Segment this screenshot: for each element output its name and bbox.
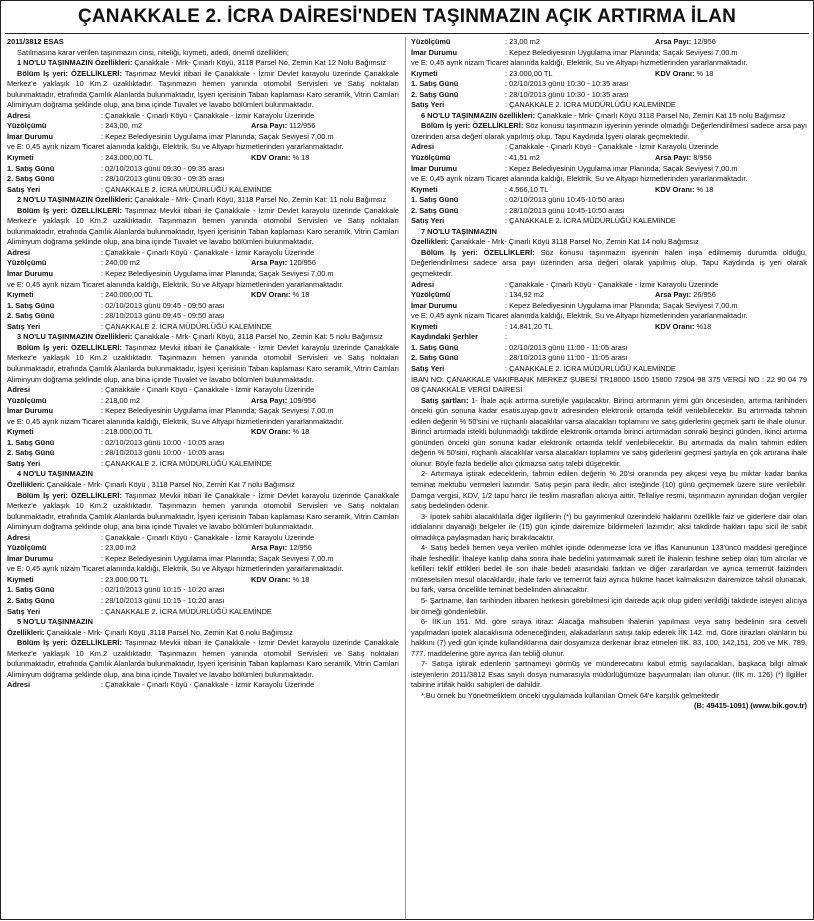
item-bolum: Bölüm İş yeri: ÖZELLİKLERİ: Taşınmaz Mevkii itibari ile Çanakkale - İzmir Devlet karayolu üzerinde Çanakkale Merkez'e yaklaşık 10 Km.2 uzaklıktadır. Taşınmazın hemen yanında otomobil Servisleri ve Satış noktaları bulunmaktadır, etrafında Çamlık Alanlarda bulunmaktadır, İşyeri içerisinin Taban kaplaması Karo seramik, Vitrin Camları Aliminyum doğrama şeklinde olup, ana bina içinde Tuvalet ve lavabo bölümleri bulunmaktadır.	[7, 68, 399, 110]
item-satisyeri: Satış Yeri : ÇANAKKALE 2. İCRA MÜDÜRLÜĞÜ KALEMİNDE	[7, 321, 272, 331]
item-imar: İmar Durumu : Kepez Belediyesinin Uygulama imar Planında; Saçak Seviyesi 7,00.m	[7, 131, 334, 141]
item-kiymeti: Kıymeti : 23.000,00 TL KDV Oranı: % 18	[411, 68, 714, 78]
item-imar-cont: ve E: 0,45 ayrık nizam Ticaret alanında kaldığı, Elektrik, Su ve Altyapı hizmetlerinden yararlanmaktadır.	[411, 311, 748, 321]
item-imar-cont: ve E: 0,45 ayrık nizam Ticaret alanında kaldığı, Elektrik, Su ve Altyapı hizmetlerinden yararlanmaktadır.	[7, 416, 344, 426]
item-heading: 2 NO'LU TAŞINMAZIN Özellikleri: Çanakkale - Mrk- Çınarlı Köyü, 3118 Parsel No, Zemin Kat: 11 nolu Bağımsız	[17, 195, 387, 205]
item-ozellik: Özellikleri: Çanakkale - Mrk- Çınarlı Köyü ,3118 Parsel No, Zemin Kat 6 nolu Bağımsız	[7, 627, 293, 637]
item-satis1: 1. Satış Günü : 02/10/2013 günü 10:00 - 10:05 arası	[7, 437, 225, 447]
item-adres: Adresi : Çanakkale - Çınarlı Köyü - Çanakkale - İzmir Karayolu Üzerinde	[7, 532, 315, 542]
item-adres: Adresi : Çanakkale - Çınarlı Köyü - Çanakkale - İzmir Karayolu Üzerinde	[7, 110, 315, 120]
item-satis1: 1. Satış Günü : 02/10/2013 günü 11:00 - 11:05 arası	[411, 342, 628, 352]
esas-number: 2011/3812 ESAS	[7, 37, 64, 46]
intro-text: Satılmasına karar verilen taşınmazın cinsi, niteliği, kıymeti, adedi, önemli özellikleri;	[17, 47, 289, 57]
item-imar-cont: ve E: 0,45 ayrık nizam Ticaret alanında kaldığı, Elektrik, Su ve Altyapı hizmetlerinden yararlanmaktadır.	[411, 174, 748, 184]
page-title: ÇANAKKALE 2. İCRA DAİRESİ'NDEN TAŞINMAZIN AÇIK ARTIRMA İLAN	[77, 6, 737, 27]
satis-sartlari-6: 6- İİK.un 151. Md. göre sıraya itiraz: Alacağa mahsuben ihalenin yapılması veya satış bedelinin sıra cetveli yapılmadan ipotek alacaklısına ödeneceğinden, alakadarların satışı takip ederek İİK 142. md, Göre itirazları olanların bu hakkını (7) yedi gün içinde kullandıklarına dair dosyamıza derkenar ibraz etmeleri İİK. 83, 100, 142,151, 206 ve MK. 789, 777. maddelerine göre ayrıca ilan tebliğ olunur.	[411, 617, 807, 658]
item-bolum: Bölüm İş yeri: ÖZELLİKLERİ: Taşınmaz Mevkii itibari ile Çanakkale - İzmir Devlet karayolu üzerinde Çanakkale Merkez'e yaklaşık 10 Km.2 uzaklıktadır. Taşınmazın hemen yanında otomobil Servisleri ve Satış noktaları bulunmaktadır, etrafında Çamlık Alanlarda bulunmaktadır, İşyeri içerisinin Taban kaplaması Karo seramik, Vitrin Camları Aliminyum doğrama şeklinde olup, ana bina içinde Tuvalet ve lavabo bölümleri bulunmaktadır.	[7, 205, 399, 247]
item-adres: Adresi : Çanakkale - Çınarlı Köyü - Çanakkale - İzmir Karayolu Üzerinde	[7, 680, 315, 690]
satis-sartlari-7: 7- Satışa iştirak edenlerin şartnameyi görmüş ve münderecatını kabul etmiş sayılacakları, başkaca bilgi almak isteyenlerin 2011/3812 Esas sayılı dosya numarasıyla müdürlüğümüze başvurmaları ilan olunur. (İİK m. 126) (*) İlgililer tabirine irtifak hakkı sahipleri de dahildir.	[411, 659, 807, 690]
item-satis1: 1. Satış Günü : 02/10/2013 günü 09:30 - 09:35 arası	[7, 163, 225, 173]
item-satis2: 2. Satış Günü : 28/10/2013 günü 09:45 - 09:50 arası	[7, 311, 225, 321]
item-satisyeri: Satış Yeri : ÇANAKKALE 2. İCRA MÜDÜRLÜĞÜ KALEMİNDE	[411, 363, 676, 373]
item-heading: 4 NO'LU TAŞINMAZIN	[17, 469, 93, 479]
item-heading: 5 NO'LU TAŞINMAZIN	[17, 617, 93, 627]
item-satisyeri: Satış Yeri : ÇANAKKALE 2. İCRA MÜDÜRLÜĞÜ KALEMİNDE	[411, 100, 676, 110]
item-yuzolcumu: Yüzölçümü : 23,00 m2 Arsa Payı: 12/956	[411, 37, 716, 46]
item-imar: İmar Durumu : Kepez Belediyesinin Uygulama imar Planında; Saçak Seviyesi 7,00.m	[411, 163, 738, 173]
item-imar: İmar Durumu : Kepez Belediyesinin Uygulama imar Planında; Saçak Seviyesi 7,00.m	[411, 47, 738, 57]
item-imar: İmar Durumu : Kepez Belediyesinin Uygulama imar Planında; Saçak Seviyesi 7,00.m	[411, 300, 738, 310]
item-imar-cont: ve E: 0,45 ayrık nizam Ticaret alanında kaldığı, Elektrik, Su ve Altyapı hizmetlerinden yararlanmaktadır.	[7, 564, 344, 574]
item-heading: 1 NO'LU TAŞINMAZIN Özellikleri: Çanakkale - Mrk- Çınarlı Köyü, 3118 Parsel No, Zemin Kat 12 Nolu Bağımsız	[17, 58, 387, 68]
satis-sartlari-3: 3- İpotek sahibi alacaklılarla diğer ilgililerin (*) bu gayrimenkul üzerindeki haklarını özellikle faiz ve giderlere dair olan iddialarını dayanağı belgeler ile (15) gün içinde dairemize bildirmeleri lazımdır; aksi takdirde hakları tapu sicil ile sabit olmadıkça paylaşmadan hariç bırakılacaktır.	[411, 511, 807, 542]
item-imar-cont: ve E: 0,45 ayrık nizam Ticaret alanında kaldığı, Elektrik, Su ve Altyapı hizmetlerinden yararlanmaktadır.	[7, 279, 344, 289]
right-column	[411, 37, 807, 921]
footnote: *:Bu örnek bu Yönetmeliktem önceki uygulamada kullanılan Örnek 64'e karşılık gelmektedir	[421, 690, 720, 700]
item-yuzolcumu: Yüzölçümü : 41,51 m2 Arsa Payı: 8/956	[411, 153, 712, 163]
item-yuzolcumu: Yüzölçümü : 240,00 m2 Arsa Payı: 120/956	[7, 258, 316, 268]
item-satisyeri: Satış Yeri : ÇANAKKALE 2. İCRA MÜDÜRLÜĞÜ KALEMİNDE	[7, 606, 272, 616]
item-bolum: Bölüm İş yeri: ÖZELLİKLERİ: Söz konusu taşınmazın işyerinin yerinde olmadığı Değerlendirilmesi sadece arsa payı üzerinden arsa değeri olarak yapılmış olup. Tapu Kaydında İşyeri olarak geçmektedir.	[411, 121, 807, 141]
item-heading: 6 NO'LU TAŞINMAZIN özellikleri: Çanakkale - Mrk- Çınarlı Köyü 3118 Parsel No, Zemin Kat 15 nolu Bağımsız	[421, 110, 786, 120]
item-yuzolcumu: Yüzölçümü : 243,00, m2 Arsa Payı: 112/956	[7, 121, 316, 131]
item-imar: İmar Durumu : Kepez Belediyesinin Uygulama imar Planında; Saçak Seviyesi 7,00.m	[7, 406, 334, 416]
item-imar-cont: ve E: 0,45 ayrık nizam Ticaret alanında kaldığı, Elektrik, Su ve Altyapı hizmetlerinden yararlanmaktadır.	[411, 58, 748, 68]
item-adres: Adresi : Çanakkale - Çınarlı Köyü - Çanakkale - İzmir Karayolu Üzerinde	[411, 142, 719, 152]
item-kiymeti: Kıymeti : 243.000,00 TL KDV Oranı: % 18	[7, 153, 310, 163]
title-rule	[5, 33, 809, 34]
item-ozellik: Özellikleri: Çanakkale - Mrk- Çınarlı Köyü , 3118 Parsel No, Zemin Kat 7 nolu Bağımsız	[7, 479, 295, 489]
item-adres: Adresi : Çanakkale - Çınarlı Köyü - Çanakkale - İzmir Karayolu Üzerinde	[7, 385, 315, 395]
item-satisyeri: Satış Yeri : ÇANAKKALE 2. İCRA MÜDÜRLÜĞÜ KALEMİNDE	[7, 184, 272, 194]
item-bolum: Bölüm İş yeri: ÖZELLİKLERİ: Söz konusu taşınmazın işyerinin halen inşa edilmemiş durumda olduğu, Değerlendirilmesi sadece arsa payı üzerinden arsa değeri olarak yapılmış olup, Tapu Kaydında iş yeri olarak geçmektedir.	[411, 247, 807, 279]
left-column	[7, 37, 399, 921]
item-satis2: 2. Satış Günü : 28/10/2013 günü 11:00 - 11:05 arası	[411, 353, 628, 363]
item-imar: İmar Durumu : Kepez Belediyesinin Uygulama imar Planında; Saçak Seviyesi 7,00.m	[7, 269, 334, 279]
column-divider	[405, 37, 406, 919]
item-yuzolcumu: Yüzölçümü : 23,00 m2 Arsa Payı: 12/956	[7, 543, 312, 553]
item-satis1: 1. Satış Günü : 02/10/2013 günü 09:45 - 09:50 arası	[7, 300, 225, 310]
item-yuzolcumu: Yüzölçümü : 134,92 m2 Arsa Payı: 26/956	[411, 290, 716, 300]
item-imar: İmar Durumu : Kepez Belediyesinin Uygulama imar Planında; Saçak Seviyesi 7,00.m	[7, 553, 334, 563]
item-kiymeti: Kıymeti : 4.566,10 TL KDV Oranı: % 18	[411, 184, 714, 194]
item-satisyeri: Satış Yeri : ÇANAKKALE 2. İCRA MÜDÜRLÜĞÜ KALEMİNDE	[7, 458, 272, 468]
satis-sartlari-2: 2- Artırmaya iştirak edeceklerin, tahmin edilen değerin % 20'si oranında pey akçesi veya bu miktar kadar banka teminat mektubu vermeleri lazımdır. Satış peşin para iledir, alıcı isteğinde (10) günü geçmemek üzere süre verilebilir. Damga vergisi, KDV, 1/2 tapu harcı ile teslim masrafları alıcıya aittir. Tellaliye resmi, taşınmazın aynından doğan vergiler satış bedelinden ödenir.	[411, 469, 807, 511]
item-satisyeri: Satış Yeri : ÇANAKKALE 2. İCRA MÜDÜRLÜĞÜ KALEMİNDE	[411, 216, 676, 226]
item-bolum: Bölüm İş yeri: ÖZELLİKLERİ: Taşınmaz Mevkii itibari ile Çanakkale - İzmir Devlet karayolu üzerinde Çanakkale Merkez'e yaklaşık 10 Km.2 uzaklıktadır. Taşınmazın hemen yanında otomobil Servisleri ve Satış noktaları bulunmaktadır, etrafında Çamlık Alanlarda bulunmaktadır, İşyeri içerisinin Taban kaplaması Karo seramik, Vitrin Camları Aliminyum doğrama şeklinde olup, ana bina içinde Tuvalet ve lavabo bölümleri bulunmaktadır.	[7, 342, 399, 384]
item-heading: 7 NO'LU TAŞINMAZIN	[421, 226, 497, 236]
item-kiymeti: Kıymeti : 240.000,00 TL KDV Oranı: % 18	[7, 290, 310, 300]
item-yuzolcumu: Yüzölçümü : 218,00 m2 Arsa Payı: 109/956	[7, 395, 316, 405]
satis-sartlari-5: 5- Şartname, ilan tarihinden itibaren herkesin görebilmesi için dairede açık olup gideri verildiği takdirde isteyen alıcıya bir örneği gönderilebilir.	[411, 595, 807, 616]
item-bolum: Bölüm İş yeri: ÖZELLİKLERİ: Taşınmaz Mevkii itibari ile Çanakkale - İzmir Devlet karayolu üzerinde Çanakkale Merkez'e yaklaşık 10 Km.2 uzaklıktadır. Taşınmazın hemen yanında otomobil Servisleri ve Satış noktaları bulunmaktadır, etrafında Çamlık Alanlarda bulunmaktadır, İşyeri içerisinin Taban kaplaması Karo seramik, Vitrin Camları Aliminyum doğrama şeklinde olup, ana bina içinde Tuvalet ve lavabo bölümleri bulunmaktadır.	[7, 638, 399, 679]
item-satis2: 2. Satış Günü : 28/10/2013 günü 10:30 - 10:35 arası	[411, 89, 629, 99]
item-satis2: 2. Satış Günü : 28/10/2013 günü 09:30 - 09:35 arası	[7, 174, 225, 184]
ilan-number: (B: 49415-1091) (www.bik.gov.tr)	[694, 701, 807, 711]
item-bolum: Bölüm İş yeri: ÖZELLİKLERİ: Taşınmaz Mevkii itibari ile Çanakkale - İzmir Devlet karayolu üzerinde Çanakkale Merkez'e yaklaşık 10 Km.2 uzaklıktadır. Taşınmazın hemen yanında otomobil Servisleri ve Satış noktaları bulunmaktadır, etrafında Çamlık Alanlarda bulunmaktadır, İşyeri içerisinin Taban kaplaması Karo seramik, Vitrin Camları Aliminyum doğrama şeklinde olup, ana bina içinde Tuvalet ve lavabo bölümleri bulunmaktadır.	[7, 490, 399, 532]
item-satis1: 1. Satış Günü : 02/10/2013 günü 10:45-10:50 arası	[411, 195, 625, 205]
satis-sartlari-4: 4- Satış bedeli hemen veya verilen mühlet içinde ödenmezse İcra ve İflas Kanununun 133'üncü maddesi gereğince ihale feshedilir. İhaleye katılıp daha sonra ihale bedelini yatırmamak sureti ile ihalenin feshine sebep olan tüm alıcılar ve kefilleri teklif ettikleri bedel ile son ihale bedeli arasındaki farktan ve diğer zararlardan ve ayrıca temerrüt faizinden müteselsilen mesul olacaklardır, ihale farkı ve temerrüt faizi ayrıca hükme hacet kalmaksızın dairemizce tahsil olunacak, bu fark, varsa öncelikle teminat bedelinden alınacaktır.	[411, 543, 807, 595]
item-satis1: 1. Satış Günü : 02/10/2013 günü 10:30 - 10:35 arası	[411, 79, 629, 89]
iban-text: İBAN NO: ÇANAKKALE VAKIFBANK MERKEZ ŞUBESİ TR18000 1500 15800 72904 98 375 VERGİ NO : 22 90 04 79 08 ÇANAKKALE VERGİ DAİRESİ	[411, 374, 807, 395]
item-kaydindaki: Kaydındaki Şerhler :	[411, 332, 508, 342]
item-satis1: 1. Satış Günü : 02/10/2013 günü 10:15 - 10:20 arası	[7, 585, 225, 595]
item-kiymeti: Kıymeti : 23.000,00 TL KDV Oranı: % 18	[7, 574, 310, 584]
item-kiymeti: Kıymeti : 218.000,00 TL KDV Oranı: % 18	[7, 427, 310, 437]
item-imar-cont: ve E: 0,45 ayrık nizam Ticaret alanında kaldığı, Elektrik, Su ve Altyapı hizmetlerinden yararlanmaktadır.	[7, 142, 344, 152]
item-kiymeti: Kıymeti : 14.841,20 TL KDV Oranı: %18	[411, 321, 712, 331]
item-satis2: 2. Satış Günü : 28/10/2013 günü 10:00 - 10:05 arası	[7, 448, 225, 458]
item-satis2: 2. Satış Günü : 28/10/2013 günü 10:15 - 10:20 arası	[7, 595, 225, 605]
item-satis2: 2. Satış Günü : 28/10/2013 günü 10:45-10:50 arası	[411, 205, 625, 215]
item-ozellik: Özellikleri: Çanakkale - Mrk- Çınarlı Köyü 3118 Parsel No, Zemin Kat 14 nolu Bağımsız	[411, 237, 699, 247]
item-adres: Adresi : Çanakkale - Çınarlı Köyü - Çanakkale - İzmir Karayolu Üzerinde	[411, 279, 719, 289]
item-heading: 3 NO'LU TAŞINMAZIN Özellikleri: Çanakkale - Mrk- Çınarlı Köyü, 3118 Parsel No, Zemin Kat: 5 nolu Bağımsız	[17, 332, 383, 342]
satis-sartlari-1: Satış şartları: 1- İhale açık artırma suretiyle yapılacaktır. Birinci artırmanın yirmi gün öncesinden, artırma tarihinden önceki gün sonuna kadar esatis.uyap.gov.tr adresinden elektronik ortamda teklif verilebilecektir. Bu artırmada tahmin edilen değerin % 50'sini ve rüçhanlı alacaklılar varsa alacakları toplamını ve satış giderlerini geçmek şartı ile ihale olunur. Birinci artırmada istekli bulunmadığı takdirde elektronik ortamda birinci artırmadan sonraki beşinci günden, ikinci artırma gününden önceki gün sonuna kadar elektronik ortamda teklif verilebilecektir. Bu artırmada da malın tahmin edilen değerin % 50'sini, rüçhanlı alacaklılar varsa alacakları toplamını ve satış giderlerini geçmesi şartıyla en çok artırana ihale olunur. Böyle fazla bedelle alıcı çıkmazsa satış talebi düşecektir.	[411, 395, 807, 468]
item-adres: Adresi : Çanakkale - Çınarlı Köyü - Çanakkale - İzmir Karayolu Üzerinde	[7, 247, 315, 257]
